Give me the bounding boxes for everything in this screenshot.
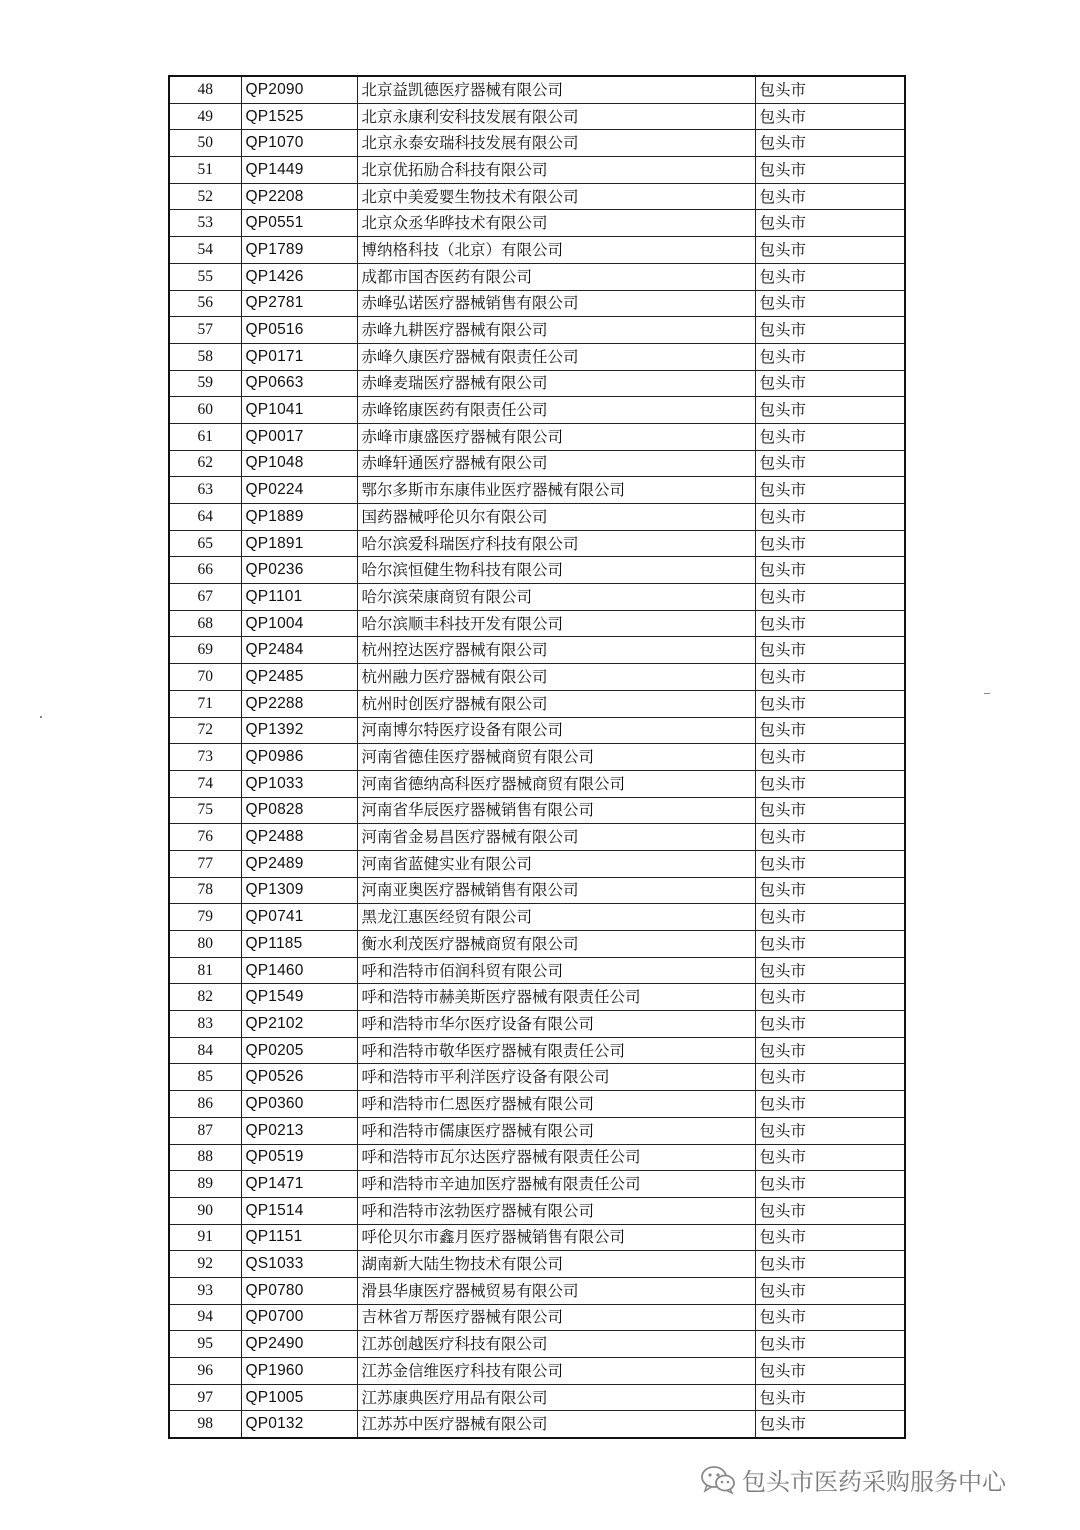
- row-number: 55: [169, 263, 241, 290]
- table-row: [169, 450, 905, 477]
- row-number: 98: [169, 1411, 241, 1438]
- table-row: [169, 797, 905, 824]
- supplier-code: QP0205: [241, 1037, 357, 1064]
- company-name: 河南省德佳医疗器械商贸有限公司: [357, 744, 755, 771]
- company-name: 呼和浩特市敬华医疗器械有限责任公司: [357, 1037, 755, 1064]
- table-row: [169, 343, 905, 370]
- table-row: [169, 1358, 905, 1385]
- company-name: 北京中美爱婴生物技术有限公司: [357, 183, 755, 210]
- row-number: 59: [169, 370, 241, 397]
- company-name: 哈尔滨顺丰科技开发有限公司: [357, 610, 755, 637]
- supplier-code: QP2490: [241, 1331, 357, 1358]
- table-row: [169, 76, 905, 103]
- supplier-code: QP0526: [241, 1064, 357, 1091]
- city-name: 包头市: [755, 717, 905, 744]
- row-number: 88: [169, 1144, 241, 1171]
- table-row: [169, 610, 905, 637]
- company-name: 赤峰麦瑞医疗器械有限公司: [357, 370, 755, 397]
- row-number: 76: [169, 824, 241, 851]
- city-name: 包头市: [755, 504, 905, 531]
- company-name: 河南省德纳高科医疗器械商贸有限公司: [357, 770, 755, 797]
- company-name: 吉林省万帮医疗器械有限公司: [357, 1304, 755, 1331]
- row-number: 86: [169, 1091, 241, 1118]
- city-name: 包头市: [755, 1144, 905, 1171]
- city-name: 包头市: [755, 1197, 905, 1224]
- company-name: 河南省华辰医疗器械销售有限公司: [357, 797, 755, 824]
- supplier-code: QP0828: [241, 797, 357, 824]
- supplier-code: QP1471: [241, 1171, 357, 1198]
- supplier-code: QP0236: [241, 557, 357, 584]
- city-name: 包头市: [755, 1117, 905, 1144]
- supplier-code: QP1004: [241, 610, 357, 637]
- company-name: 北京永康利安科技发展有限公司: [357, 103, 755, 130]
- table-row: [169, 1304, 905, 1331]
- company-name: 杭州时创医疗器械有限公司: [357, 690, 755, 717]
- row-number: 91: [169, 1224, 241, 1251]
- city-name: 包头市: [755, 904, 905, 931]
- table-row: [169, 770, 905, 797]
- supplier-code: QP2489: [241, 850, 357, 877]
- table-row: [169, 1277, 905, 1304]
- company-name: 赤峰久康医疗器械有限责任公司: [357, 343, 755, 370]
- company-name: 河南博尔特医疗设备有限公司: [357, 717, 755, 744]
- company-name: 北京众丞华晔技术有限公司: [357, 210, 755, 237]
- supplier-code: QP0780: [241, 1277, 357, 1304]
- table-row: [169, 1224, 905, 1251]
- city-name: 包头市: [755, 530, 905, 557]
- city-name: 包头市: [755, 931, 905, 958]
- supplier-code: QP1070: [241, 130, 357, 157]
- table-row: [169, 210, 905, 237]
- city-name: 包头市: [755, 76, 905, 103]
- city-name: 包头市: [755, 984, 905, 1011]
- city-name: 包头市: [755, 584, 905, 611]
- supplier-code: QP0516: [241, 317, 357, 344]
- table-row: [169, 850, 905, 877]
- row-number: 94: [169, 1304, 241, 1331]
- supplier-code: QP0171: [241, 343, 357, 370]
- city-name: 包头市: [755, 1411, 905, 1438]
- city-name: 包头市: [755, 183, 905, 210]
- supplier-code: QP0017: [241, 423, 357, 450]
- city-name: 包头市: [755, 1251, 905, 1278]
- row-number: 61: [169, 423, 241, 450]
- city-name: 包头市: [755, 824, 905, 851]
- company-name: 鄂尔多斯市东康伟业医疗器械有限公司: [357, 477, 755, 504]
- supplier-table: [168, 75, 906, 1439]
- supplier-code: QP0132: [241, 1411, 357, 1438]
- row-number: 85: [169, 1064, 241, 1091]
- table-row: [169, 477, 905, 504]
- company-name: 北京益凯德医疗器械有限公司: [357, 76, 755, 103]
- table-row: [169, 370, 905, 397]
- table-row: [169, 530, 905, 557]
- supplier-code: QP1889: [241, 504, 357, 531]
- supplier-code: QP1309: [241, 877, 357, 904]
- supplier-code: QP1514: [241, 1197, 357, 1224]
- company-name: 江苏金信维医疗科技有限公司: [357, 1358, 755, 1385]
- table-row: [169, 1171, 905, 1198]
- supplier-code: QP1048: [241, 450, 357, 477]
- city-name: 包头市: [755, 610, 905, 637]
- company-name: 呼和浩特市赫美斯医疗器械有限责任公司: [357, 984, 755, 1011]
- city-name: 包头市: [755, 317, 905, 344]
- city-name: 包头市: [755, 1304, 905, 1331]
- company-name: 江苏苏中医疗器械有限公司: [357, 1411, 755, 1438]
- city-name: 包头市: [755, 957, 905, 984]
- scan-speck: [984, 693, 990, 694]
- city-name: 包头市: [755, 850, 905, 877]
- row-number: 68: [169, 610, 241, 637]
- company-name: 赤峰市康盛医疗器械有限公司: [357, 423, 755, 450]
- supplier-code: QP1789: [241, 237, 357, 264]
- city-name: 包头市: [755, 664, 905, 691]
- company-name: 河南亚奥医疗器械销售有限公司: [357, 877, 755, 904]
- city-name: 包头市: [755, 103, 905, 130]
- company-name: 赤峰铭康医药有限责任公司: [357, 397, 755, 424]
- company-name: 呼伦贝尔市鑫月医疗器械销售有限公司: [357, 1224, 755, 1251]
- table-row: [169, 1117, 905, 1144]
- company-name: 赤峰九耕医疗器械有限公司: [357, 317, 755, 344]
- row-number: 90: [169, 1197, 241, 1224]
- table-row: [169, 824, 905, 851]
- table-row: [169, 957, 905, 984]
- row-number: 64: [169, 504, 241, 531]
- row-number: 82: [169, 984, 241, 1011]
- row-number: 93: [169, 1277, 241, 1304]
- company-name: 呼和浩特市佰润科贸有限公司: [357, 957, 755, 984]
- company-name: 滑县华康医疗器械贸易有限公司: [357, 1277, 755, 1304]
- company-name: 赤峰轩通医疗器械有限公司: [357, 450, 755, 477]
- city-name: 包头市: [755, 877, 905, 904]
- row-number: 53: [169, 210, 241, 237]
- row-number: 52: [169, 183, 241, 210]
- company-name: 杭州控达医疗器械有限公司: [357, 637, 755, 664]
- row-number: 70: [169, 664, 241, 691]
- company-name: 北京优拓励合科技有限公司: [357, 157, 755, 184]
- table-row: [169, 1064, 905, 1091]
- table-row: [169, 584, 905, 611]
- row-number: 77: [169, 850, 241, 877]
- row-number: 69: [169, 637, 241, 664]
- row-number: 48: [169, 76, 241, 103]
- table-row: [169, 690, 905, 717]
- supplier-code: QP2781: [241, 290, 357, 317]
- city-name: 包头市: [755, 1358, 905, 1385]
- supplier-code: QP0224: [241, 477, 357, 504]
- city-name: 包头市: [755, 797, 905, 824]
- row-number: 72: [169, 717, 241, 744]
- row-number: 79: [169, 904, 241, 931]
- city-name: 包头市: [755, 1331, 905, 1358]
- supplier-code: QP0551: [241, 210, 357, 237]
- row-number: 60: [169, 397, 241, 424]
- city-name: 包头市: [755, 1224, 905, 1251]
- table-row: [169, 317, 905, 344]
- row-number: 66: [169, 557, 241, 584]
- row-number: 49: [169, 103, 241, 130]
- company-name: 河南省金易昌医疗器械有限公司: [357, 824, 755, 851]
- table-row: [169, 504, 905, 531]
- table-row: [169, 1144, 905, 1171]
- table-row: [169, 637, 905, 664]
- row-number: 57: [169, 317, 241, 344]
- supplier-code: QP0986: [241, 744, 357, 771]
- city-name: 包头市: [755, 1171, 905, 1198]
- table-row: [169, 103, 905, 130]
- table-row: [169, 557, 905, 584]
- company-name: 黑龙江惠医经贸有限公司: [357, 904, 755, 931]
- city-name: 包头市: [755, 290, 905, 317]
- company-name: 呼和浩特市辛迪加医疗器械有限责任公司: [357, 1171, 755, 1198]
- supplier-code: QP1041: [241, 397, 357, 424]
- supplier-code: QP1101: [241, 584, 357, 611]
- company-name: 湖南新大陆生物技术有限公司: [357, 1251, 755, 1278]
- watermark: [700, 1462, 1006, 1497]
- supplier-code: QP2208: [241, 183, 357, 210]
- city-name: 包头市: [755, 157, 905, 184]
- company-name: 北京永泰安瑞科技发展有限公司: [357, 130, 755, 157]
- row-number: 58: [169, 343, 241, 370]
- row-number: 81: [169, 957, 241, 984]
- table-row: [169, 1091, 905, 1118]
- city-name: 包头市: [755, 690, 905, 717]
- supplier-code: QP1392: [241, 717, 357, 744]
- row-number: 71: [169, 690, 241, 717]
- table-row: [169, 904, 905, 931]
- table-row: [169, 157, 905, 184]
- company-name: 杭州融力医疗器械有限公司: [357, 664, 755, 691]
- city-name: 包头市: [755, 370, 905, 397]
- supplier-code: QP1426: [241, 263, 357, 290]
- row-number: 54: [169, 237, 241, 264]
- table-row: [169, 1384, 905, 1411]
- table-row: [169, 664, 905, 691]
- city-name: 包头市: [755, 423, 905, 450]
- table-row: [169, 397, 905, 424]
- row-number: 67: [169, 584, 241, 611]
- supplier-code: QP0700: [241, 1304, 357, 1331]
- row-number: 89: [169, 1171, 241, 1198]
- supplier-code: QS1033: [241, 1251, 357, 1278]
- supplier-code: QP1005: [241, 1384, 357, 1411]
- table-row: [169, 1251, 905, 1278]
- table-row: [169, 931, 905, 958]
- watermark-text: 包头市医药采购服务中心: [742, 1468, 1006, 1496]
- supplier-code: QP1549: [241, 984, 357, 1011]
- supplier-code: QP2484: [241, 637, 357, 664]
- company-name: 成都市国杏医药有限公司: [357, 263, 755, 290]
- supplier-code: QP1960: [241, 1358, 357, 1385]
- company-name: 哈尔滨荣康商贸有限公司: [357, 584, 755, 611]
- supplier-code: QP1151: [241, 1224, 357, 1251]
- table-row: [169, 1411, 905, 1438]
- company-name: 江苏创越医疗科技有限公司: [357, 1331, 755, 1358]
- table-row: [169, 237, 905, 264]
- scan-speck: [40, 716, 42, 718]
- supplier-code: QP0360: [241, 1091, 357, 1118]
- row-number: 80: [169, 931, 241, 958]
- city-name: 包头市: [755, 637, 905, 664]
- table-row: [169, 984, 905, 1011]
- company-name: 河南省蓝健实业有限公司: [357, 850, 755, 877]
- company-name: 呼和浩特市泫勃医疗器械有限公司: [357, 1197, 755, 1224]
- company-name: 呼和浩特市华尔医疗设备有限公司: [357, 1011, 755, 1038]
- table-row: [169, 717, 905, 744]
- table-row: [169, 1197, 905, 1224]
- row-number: 84: [169, 1037, 241, 1064]
- supplier-code: QP2090: [241, 76, 357, 103]
- row-number: 51: [169, 157, 241, 184]
- row-number: 87: [169, 1117, 241, 1144]
- supplier-code: QP1460: [241, 957, 357, 984]
- table-body: [169, 76, 905, 1438]
- company-name: 呼和浩特市儒康医疗器械有限公司: [357, 1117, 755, 1144]
- supplier-code: QP2102: [241, 1011, 357, 1038]
- row-number: 50: [169, 130, 241, 157]
- company-name: 呼和浩特市瓦尔达医疗器械有限责任公司: [357, 1144, 755, 1171]
- row-number: 63: [169, 477, 241, 504]
- company-name: 哈尔滨爱科瑞医疗科技有限公司: [357, 530, 755, 557]
- row-number: 74: [169, 770, 241, 797]
- supplier-code: QP0741: [241, 904, 357, 931]
- city-name: 包头市: [755, 770, 905, 797]
- company-name: 哈尔滨恒健生物科技有限公司: [357, 557, 755, 584]
- row-number: 75: [169, 797, 241, 824]
- row-number: 96: [169, 1358, 241, 1385]
- supplier-code: QP1033: [241, 770, 357, 797]
- company-name: 赤峰弘诺医疗器械销售有限公司: [357, 290, 755, 317]
- company-name: 衡水利茂医疗器械商贸有限公司: [357, 931, 755, 958]
- city-name: 包头市: [755, 1277, 905, 1304]
- company-name: 江苏康典医疗用品有限公司: [357, 1384, 755, 1411]
- city-name: 包头市: [755, 210, 905, 237]
- table-row: [169, 877, 905, 904]
- company-name: 呼和浩特市平利洋医疗设备有限公司: [357, 1064, 755, 1091]
- city-name: 包头市: [755, 343, 905, 370]
- city-name: 包头市: [755, 1037, 905, 1064]
- city-name: 包头市: [755, 237, 905, 264]
- supplier-code: QP1449: [241, 157, 357, 184]
- supplier-code: QP1525: [241, 103, 357, 130]
- supplier-code: QP0519: [241, 1144, 357, 1171]
- city-name: 包头市: [755, 130, 905, 157]
- company-name: 国药器械呼伦贝尔有限公司: [357, 504, 755, 531]
- city-name: 包头市: [755, 1384, 905, 1411]
- row-number: 62: [169, 450, 241, 477]
- row-number: 83: [169, 1011, 241, 1038]
- row-number: 95: [169, 1331, 241, 1358]
- table-row: [169, 263, 905, 290]
- supplier-code: QP1185: [241, 931, 357, 958]
- city-name: 包头市: [755, 263, 905, 290]
- table-row: [169, 1331, 905, 1358]
- table-row: [169, 290, 905, 317]
- city-name: 包头市: [755, 557, 905, 584]
- supplier-code: QP0663: [241, 370, 357, 397]
- supplier-code: QP2288: [241, 690, 357, 717]
- table-row: [169, 1037, 905, 1064]
- row-number: 65: [169, 530, 241, 557]
- table-row: [169, 130, 905, 157]
- city-name: 包头市: [755, 477, 905, 504]
- company-name: 呼和浩特市仁恩医疗器械有限公司: [357, 1091, 755, 1118]
- row-number: 73: [169, 744, 241, 771]
- wechat-icon: [700, 1465, 736, 1495]
- city-name: 包头市: [755, 1011, 905, 1038]
- city-name: 包头市: [755, 397, 905, 424]
- city-name: 包头市: [755, 1091, 905, 1118]
- city-name: 包头市: [755, 1064, 905, 1091]
- city-name: 包头市: [755, 450, 905, 477]
- row-number: 56: [169, 290, 241, 317]
- table-row: [169, 1011, 905, 1038]
- supplier-code: QP1891: [241, 530, 357, 557]
- supplier-code: QP2485: [241, 664, 357, 691]
- supplier-code: QP2488: [241, 824, 357, 851]
- row-number: 92: [169, 1251, 241, 1278]
- row-number: 97: [169, 1384, 241, 1411]
- table-row: [169, 183, 905, 210]
- supplier-code: QP0213: [241, 1117, 357, 1144]
- company-name: 博纳格科技（北京）有限公司: [357, 237, 755, 264]
- city-name: 包头市: [755, 744, 905, 771]
- row-number: 78: [169, 877, 241, 904]
- table-row: [169, 423, 905, 450]
- table-row: [169, 744, 905, 771]
